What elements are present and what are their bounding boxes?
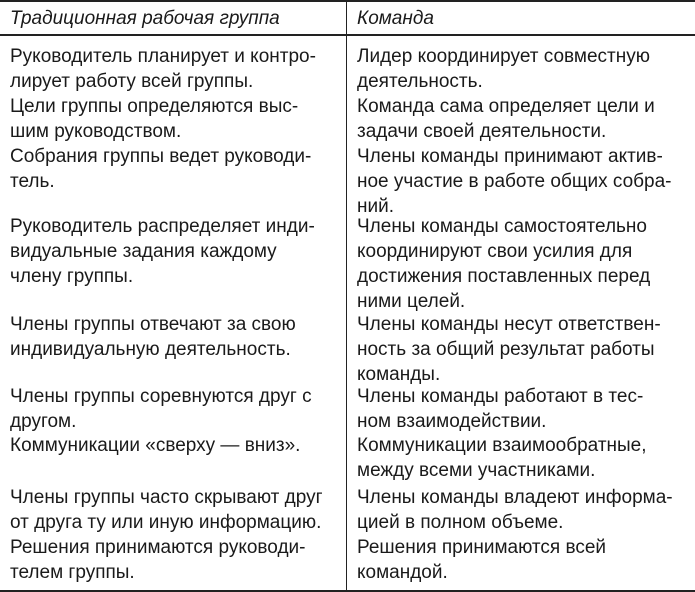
- row-9-team: Решения принимаются всей командой.: [357, 537, 607, 583]
- column-divider: [346, 2, 347, 592]
- row-2-team: Команда сама определяет цели и задачи своей деятельности.: [357, 96, 655, 142]
- row-4-traditional: Руководитель распределяет инди- видуальные задания каждому члену группы.: [10, 216, 315, 287]
- row-3-traditional: Собрания группы ведет руководи- тель.: [10, 146, 312, 192]
- row-3-team: Члены команды принимают актив- ное участие в работе общих собра- ний.: [357, 146, 672, 217]
- row-4-team: Члены команды самостоятельно координируют свои усилия для достижения поставленных перед ними целей.: [357, 216, 651, 312]
- row-8-team: Члены команды владеют информа- цией в полном объеме.: [357, 487, 673, 533]
- row-1-team: Лидер координирует совместную деятельность.: [357, 46, 650, 92]
- row-9-traditional: Решения принимаются руководи- телем группы.: [10, 537, 306, 583]
- row-6-traditional: Члены группы соревнуются друг с другом.: [10, 386, 312, 432]
- row-7-traditional: Коммуникации «сверху — вниз».: [10, 435, 301, 456]
- row-5-traditional: Члены группы отвечают за свою индивидуальную деятельность.: [10, 314, 296, 360]
- row-6-team: Члены команды работают в тес- ном взаимодействии.: [357, 386, 644, 432]
- header-traditional-group: Традиционная рабочая группа: [10, 8, 280, 29]
- row-7-team: Коммуникации взаимообратные, между всеми участниками.: [357, 435, 647, 481]
- row-5-team: Члены команды несут ответствен- ность за общий результат работы команды.: [357, 314, 661, 385]
- header-team: Команда: [357, 8, 434, 29]
- table-header: [0, 2, 695, 36]
- row-8-traditional: Члены группы часто скрывают друг от друга ту или иную информацию.: [10, 487, 323, 533]
- row-2-traditional: Цели группы определяются выс- шим руководством.: [10, 96, 299, 142]
- row-1-traditional: Руководитель планирует и контро- лирует работу всей группы.: [10, 46, 316, 92]
